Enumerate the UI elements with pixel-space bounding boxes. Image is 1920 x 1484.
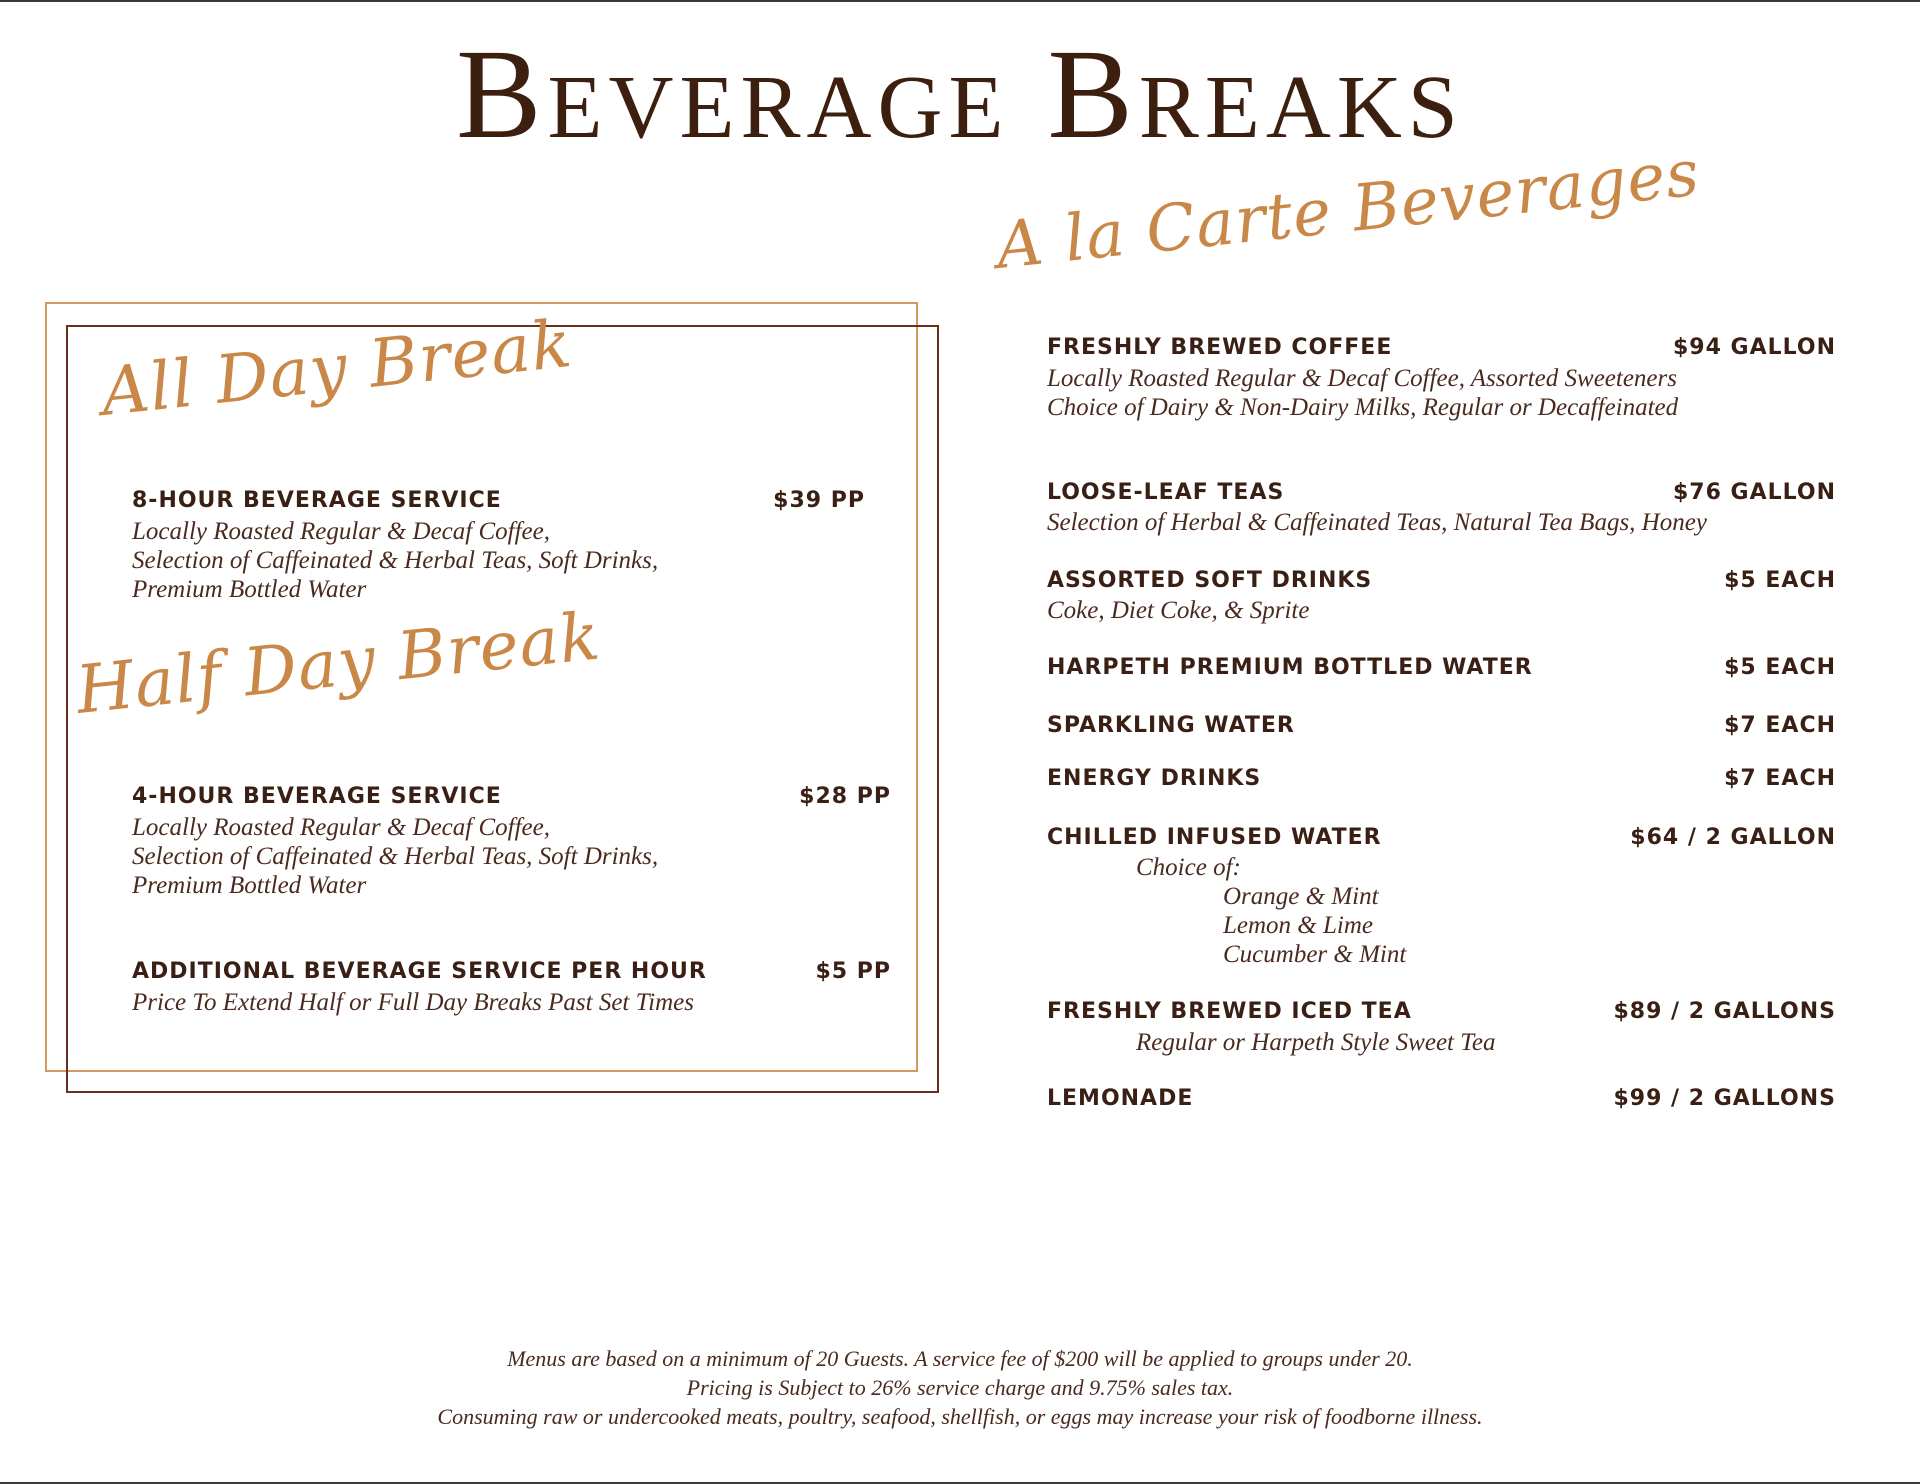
description-line: Premium Bottled Water <box>132 576 367 603</box>
soft-drinks-description: Coke, Diet Coke, & Sprite <box>1047 597 1310 624</box>
description-line: Locally Roasted Regular & Decaf Coffee, Assorted Sweeteners <box>1047 365 1677 392</box>
additional-service-name: ADDITIONAL BEVERAGE SERVICE PER HOUR <box>132 959 707 984</box>
energy-drinks-price: $7 EACH <box>1724 766 1836 791</box>
footer-notes <box>0 1344 1920 1431</box>
all-day-break-heading: All Day Break <box>97 304 576 431</box>
iced-tea-description: Regular or Harpeth Style Sweet Tea <box>1136 1029 1496 1056</box>
footer-line-consumer-advisory: Consuming raw or undercooked meats, poultry, seafood, shellfish, or eggs may increase your risk of foodborne illness. <box>437 1404 1483 1429</box>
teas-description: Selection of Herbal & Caffeinated Teas, Natural Tea Bags, Honey <box>1047 509 1707 536</box>
page-title: Beverage Breaks <box>456 23 1464 165</box>
sparkling-water-name: SPARKLING WATER <box>1047 713 1295 738</box>
additional-service-price: $5 PP <box>815 959 891 984</box>
description-line: Selection of Caffeinated & Herbal Teas, Soft Drinks, <box>132 547 659 574</box>
half-day-item-name: 4-HOUR BEVERAGE SERVICE <box>132 784 502 809</box>
infused-water-name: CHILLED INFUSED WATER <box>1047 825 1382 850</box>
coffee-description <box>1047 364 1678 422</box>
lemonade-price: $99 / 2 GALLONS <box>1613 1086 1836 1111</box>
all-day-item-name: 8-HOUR BEVERAGE SERVICE <box>132 488 502 513</box>
coffee-name: FRESHLY BREWED COFFEE <box>1047 335 1393 360</box>
all-day-item-price: $39 PP <box>773 488 865 513</box>
bottled-water-price: $5 EACH <box>1724 655 1836 680</box>
option-line: Lemon & Lime <box>1223 912 1373 939</box>
footer-line-minimum-guests: Menus are based on a minimum of 20 Guests. A service fee of $200 will be applied to groups under 20. <box>507 1346 1413 1371</box>
soft-drinks-price: $5 EACH <box>1724 568 1836 593</box>
teas-price: $76 GALLON <box>1672 480 1836 505</box>
half-day-break-heading: Half Day Break <box>72 597 605 729</box>
infused-water-price: $64 / 2 GALLON <box>1630 825 1836 850</box>
bottled-water-name: HARPETH PREMIUM BOTTLED WATER <box>1047 655 1533 680</box>
description-line: Locally Roasted Regular & Decaf Coffee, <box>132 518 550 545</box>
top-border-line <box>0 0 1920 2</box>
additional-service-description: Price To Extend Half or Full Day Breaks Past Set Times <box>132 989 694 1016</box>
half-day-item-price: $28 PP <box>799 784 891 809</box>
infused-water-choice-label: Choice of: <box>1136 854 1241 881</box>
iced-tea-name: FRESHLY BREWED ICED TEA <box>1047 999 1412 1024</box>
half-day-item-description <box>132 813 658 900</box>
coffee-price: $94 GALLON <box>1672 335 1836 360</box>
footer-line-pricing: Pricing is Subject to 26% service charge and 9.75% sales tax. <box>686 1375 1234 1400</box>
energy-drinks-name: ENERGY DRINKS <box>1047 766 1262 791</box>
option-line: Orange & Mint <box>1223 883 1379 910</box>
description-line: Choice of Dairy & Non-Dairy Milks, Regular or Decaffeinated <box>1047 394 1679 421</box>
teas-name: LOOSE-LEAF TEAS <box>1047 480 1285 505</box>
description-line: Selection of Caffeinated & Herbal Teas, Soft Drinks, <box>132 843 659 870</box>
soft-drinks-name: ASSORTED SOFT DRINKS <box>1047 568 1373 593</box>
description-line: Locally Roasted Regular & Decaf Coffee, <box>132 814 550 841</box>
description-line: Premium Bottled Water <box>132 872 367 899</box>
sparkling-water-price: $7 EACH <box>1724 713 1836 738</box>
infused-water-options <box>1223 882 1406 969</box>
all-day-item-description <box>132 517 658 604</box>
iced-tea-price: $89 / 2 GALLONS <box>1613 999 1836 1024</box>
option-line: Cucumber & Mint <box>1223 941 1407 968</box>
a-la-carte-heading: A la Carte Beverages <box>992 136 1704 284</box>
lemonade-name: LEMONADE <box>1047 1086 1194 1111</box>
